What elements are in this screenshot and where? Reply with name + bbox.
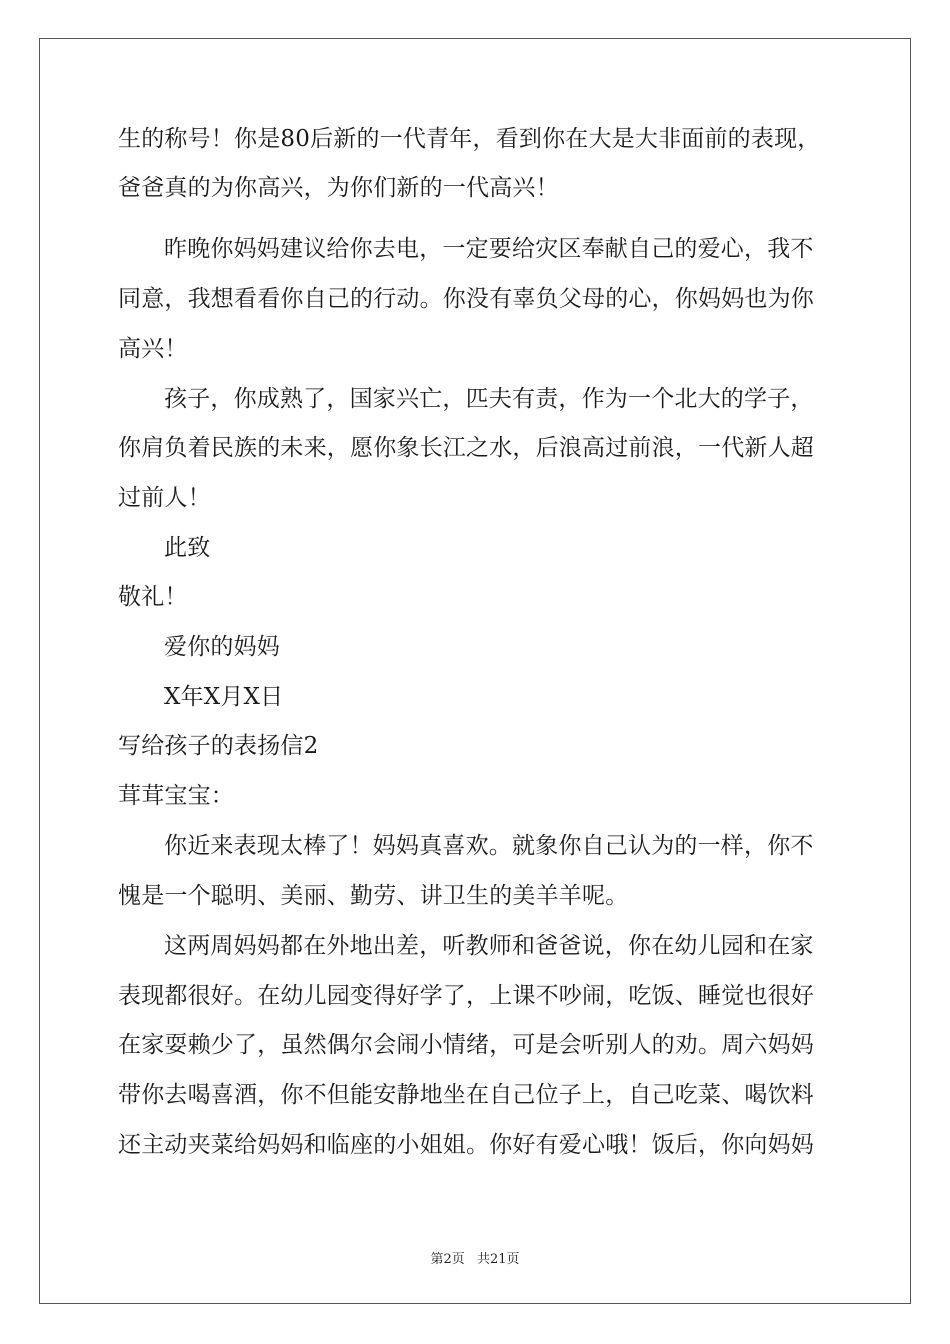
- text-line: 带你去喝喜酒，你不但能安静地坐在自己位子上，自己吃菜、喝饮料: [118, 1082, 814, 1108]
- text-line: 你肩负着民族的未来，愿你象长江之水，后浪高过前浪，一代新人超: [118, 435, 814, 461]
- text-line: 在家耍赖少了，虽然偶尔会闹小情绪，可是会听别人的劝。周六妈妈: [118, 1032, 814, 1058]
- greeting: 茸茸宝宝：: [118, 783, 234, 809]
- text-line: 过前人！: [118, 485, 211, 511]
- text-line: 孩子，你成熟了，国家兴亡，匹夫有责，作为一个北大的学子，: [164, 386, 814, 412]
- text-line: 高兴！: [118, 336, 188, 362]
- text-line: 还主动夹菜给妈妈和临座的小姐姐。你好有爱心哦！饭后，你向妈妈: [118, 1132, 814, 1158]
- text-line: 昨晚你妈妈建议给你去电，一定要给灾区奉献自己的爱心，我不: [164, 236, 814, 262]
- text-line: 生的称号！你是80后新的一代青年，看到你在大是大非面前的表现，: [118, 126, 821, 152]
- page-footer: [0, 1248, 950, 1267]
- closing-salutation: 此致: [164, 535, 211, 561]
- text-line: 你近来表现太棒了！妈妈真喜欢。就象你自己认为的一样，你不: [164, 833, 814, 859]
- text-line: 表现都很好。在幼儿园变得好学了，上课不吵闹，吃饭、睡觉也很好: [118, 983, 814, 1009]
- page-number: 第2页: [430, 1252, 465, 1267]
- text-line: 爸爸真的为你高兴，为你们新的一代高兴！: [118, 175, 559, 201]
- page-total: 共21页: [476, 1252, 520, 1267]
- page-border: [39, 38, 911, 1304]
- text-line: 愧是一个聪明、美丽、勤劳、讲卫生的美羊羊呢。: [118, 883, 629, 909]
- text-line: 同意，我想看看你自己的行动。你没有辜负父母的心，你妈妈也为你: [118, 286, 814, 312]
- closing-regards: 敬礼！: [118, 584, 188, 610]
- text-line: 这两周妈妈都在外地出差，听教师和爸爸说，你在幼儿园和在家: [164, 933, 814, 959]
- signature: 爱你的妈妈: [164, 634, 280, 660]
- date-line: X年X月X日: [164, 684, 284, 710]
- section-title: 写给孩子的表扬信2: [118, 733, 319, 759]
